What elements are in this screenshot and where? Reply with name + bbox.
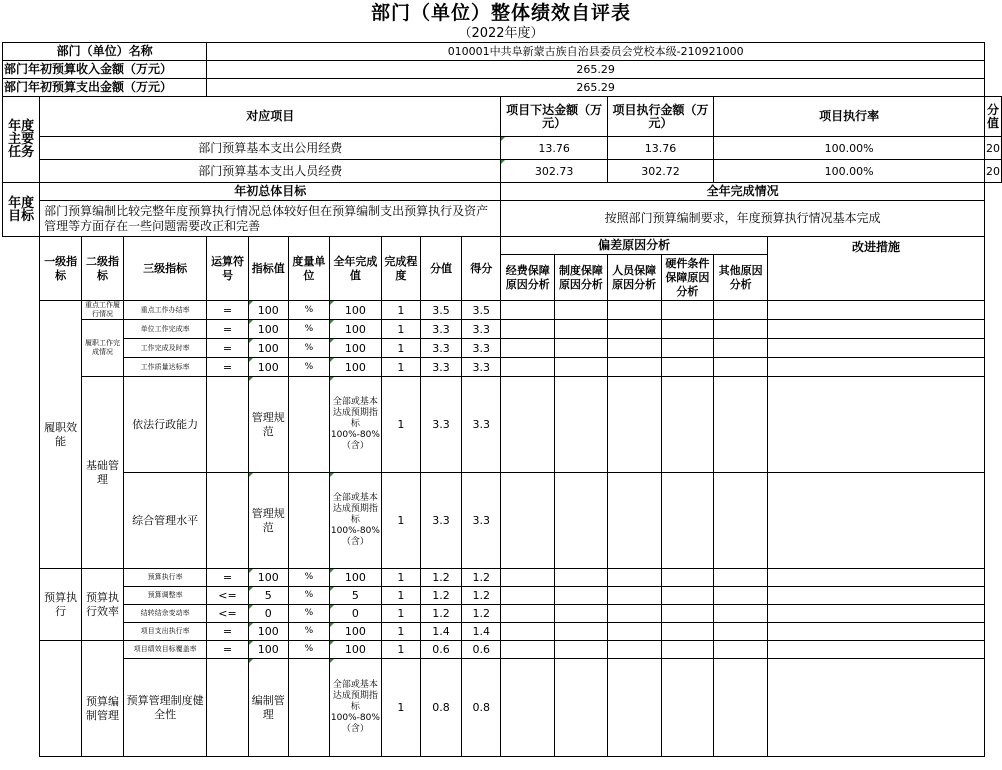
goals-initial-text: 部门预算编制比较完整年度预算执行情况总体较好但在预算编制支出预算执行及资产管理等方面存在一些问题需要改正和完善	[40, 201, 501, 237]
degree-cell: 1	[381, 339, 420, 358]
degree-cell: 1	[381, 301, 420, 320]
degree-cell: 1	[381, 587, 420, 605]
actual-cell: 100	[329, 320, 381, 339]
target-cell: 100	[248, 358, 288, 377]
indicator-row	[3, 587, 1002, 605]
l3-indicator: 重点工作办结率	[124, 301, 207, 320]
op-cell: =	[207, 320, 248, 339]
degree-cell: 1	[381, 377, 420, 473]
l3-indicator: 结转结余变动率	[124, 605, 207, 623]
task-executed: 302.72	[607, 160, 713, 183]
goals-initial-header: 年初总体目标	[40, 183, 501, 201]
actual-cell: 100	[329, 358, 381, 377]
l3-indicator: 预算调整率	[124, 587, 207, 605]
indicator-row	[3, 339, 1002, 358]
unit-cell: %	[288, 569, 329, 587]
actual-cell: 100	[329, 301, 381, 320]
score-header: 分值	[420, 237, 461, 301]
target-cell: 100	[248, 320, 288, 339]
target-header: 指标值	[248, 237, 288, 301]
unit-cell	[288, 473, 329, 569]
task-issued: 302.73	[501, 160, 607, 183]
indicator-header-row	[3, 237, 1002, 255]
got-cell: 1.2	[462, 587, 501, 605]
degree-cell: 1	[381, 641, 420, 659]
tasks-score-header: 分值	[985, 97, 1002, 137]
target-cell: 5	[248, 587, 288, 605]
income-row	[3, 61, 1002, 79]
op-cell: <=	[207, 605, 248, 623]
target-cell: 100	[248, 623, 288, 641]
degree-header: 完成程度	[381, 237, 420, 301]
degree-cell: 1	[381, 358, 420, 377]
l2-header: 二级指标	[82, 237, 124, 301]
indicator-row	[3, 301, 1002, 320]
score-cell: 3.5	[420, 301, 461, 320]
degree-cell: 1	[381, 659, 420, 757]
actual-cell: 100	[329, 569, 381, 587]
task-executed: 13.76	[607, 137, 713, 160]
goals-complete-text: 按照部门预算编制要求，年度预算执行情况基本完成	[501, 201, 985, 237]
dept-label: 部门（单位）名称	[3, 43, 207, 61]
income-label: 部门年初预算收入金额（万元）	[3, 61, 207, 79]
indicator-row	[3, 641, 1002, 659]
indicator-row	[3, 659, 1002, 757]
tasks-header-row	[3, 97, 1002, 137]
op-cell: =	[207, 641, 248, 659]
indicator-row	[3, 569, 1002, 587]
unit-cell: %	[288, 301, 329, 320]
task-project: 部门预算基本支出公用经费	[40, 137, 501, 160]
actual-cell: 0	[329, 605, 381, 623]
target-cell: 编制管理	[248, 659, 288, 757]
indicator-row	[3, 605, 1002, 623]
op-cell: =	[207, 358, 248, 377]
score-cell: 3.3	[420, 358, 461, 377]
target-cell: 100	[248, 301, 288, 320]
score-cell: 0.6	[420, 641, 461, 659]
l2-group: 预算编制管理	[82, 641, 124, 757]
unit-header: 度量单位	[288, 237, 329, 301]
tasks-project-header: 对应项目	[40, 97, 501, 137]
target-cell: 管理规范	[248, 377, 288, 473]
task-row	[3, 160, 1002, 183]
tasks-issued-header: 项目下达金额（万元）	[501, 97, 607, 137]
task-rate: 100.00%	[714, 160, 985, 183]
target-cell: 0	[248, 605, 288, 623]
op-cell: <=	[207, 587, 248, 605]
score-cell: 3.3	[420, 473, 461, 569]
unit-cell: %	[288, 320, 329, 339]
actual-cell: 全部或基本达成预期指标100%-80%（含）	[329, 473, 381, 569]
got-cell: 3.5	[462, 301, 501, 320]
target-cell: 100	[248, 569, 288, 587]
l3-indicator: 预算执行率	[124, 569, 207, 587]
expense-value: 265.29	[207, 79, 985, 97]
score-cell: 1.2	[420, 587, 461, 605]
dev-staff-header: 人员保障原因分析	[607, 255, 661, 301]
unit-cell	[288, 377, 329, 473]
l1-group: 预算执行	[40, 569, 82, 641]
task-rate: 100.00%	[714, 137, 985, 160]
l1-group	[40, 641, 82, 757]
actual-cell: 100	[329, 641, 381, 659]
l2-group: 重点工作履行情况	[82, 301, 124, 320]
report-year: （2022年度）	[458, 26, 544, 41]
score-cell: 1.2	[420, 605, 461, 623]
score-cell: 0.8	[420, 659, 461, 757]
l3-indicator: 综合管理水平	[124, 473, 207, 569]
score-cell: 3.3	[420, 377, 461, 473]
unit-cell: %	[288, 358, 329, 377]
l3-indicator: 工作完成及时率	[124, 339, 207, 358]
income-value: 265.29	[207, 61, 985, 79]
op-cell: =	[207, 623, 248, 641]
op-cell: =	[207, 569, 248, 587]
l3-indicator: 依法行政能力	[124, 377, 207, 473]
actual-header: 全年完成值	[329, 237, 381, 301]
unit-cell: %	[288, 605, 329, 623]
indicator-row	[3, 623, 1002, 641]
got-cell: 1.2	[462, 605, 501, 623]
got-cell: 0.8	[462, 659, 501, 757]
dept-name: 010001中共阜新蒙古族自治县委员会党校本级-210921000	[207, 43, 985, 61]
l3-indicator: 预算管理制度健全性	[124, 659, 207, 757]
op-cell	[207, 473, 248, 569]
degree-cell: 1	[381, 623, 420, 641]
l3-indicator: 单位工作完成率	[124, 320, 207, 339]
op-cell: =	[207, 339, 248, 358]
degree-cell: 1	[381, 473, 420, 569]
l3-indicator: 项目绩效目标覆盖率	[124, 641, 207, 659]
expense-row	[3, 79, 1002, 97]
actual-cell: 5	[329, 587, 381, 605]
unit-cell: %	[288, 339, 329, 358]
op-cell	[207, 659, 248, 757]
actual-cell: 100	[329, 339, 381, 358]
dev-system-header: 制度保障原因分析	[555, 255, 608, 301]
actual-cell: 100	[329, 623, 381, 641]
tasks-executed-header: 项目执行金额（万元）	[607, 97, 713, 137]
op-cell: =	[207, 301, 248, 320]
dept-row	[3, 43, 1002, 61]
evaluation-table	[2, 42, 1002, 757]
l2-group: 预算执行效率	[82, 569, 124, 641]
l2-group: 履职工作完成情况	[82, 320, 124, 377]
task-issued: 13.76	[501, 137, 607, 160]
goals-text-row	[3, 201, 1002, 237]
score-cell: 3.3	[420, 320, 461, 339]
indicator-row	[3, 377, 1002, 473]
dev-other-header: 其他原因分析	[714, 255, 768, 301]
deviation-header: 偏差原因分析	[501, 237, 768, 255]
score-cell: 1.4	[420, 623, 461, 641]
report-title: 部门（单位）整体绩效自评表	[370, 2, 631, 24]
task-row	[3, 137, 1002, 160]
task-project: 部门预算基本支出人员经费	[40, 160, 501, 183]
degree-cell: 1	[381, 320, 420, 339]
got-cell: 3.3	[462, 473, 501, 569]
got-cell: 3.3	[462, 358, 501, 377]
got-cell: 3.3	[462, 320, 501, 339]
l1-header: 一级指标	[40, 237, 82, 301]
tasks-side-label: 年度主要任务	[3, 97, 40, 183]
goals-complete-header: 全年完成情况	[501, 183, 985, 201]
actual-cell: 全部或基本达成预期指标100%-80%（含）	[329, 377, 381, 473]
improve-header: 改进措施	[767, 237, 984, 301]
indicator-row	[3, 358, 1002, 377]
goals-header-row	[3, 183, 1002, 201]
got-cell: 3.3	[462, 377, 501, 473]
goals-side-label: 年度目标	[3, 183, 40, 237]
target-cell: 100	[248, 339, 288, 358]
l3-header: 三级指标	[124, 237, 207, 301]
tasks-rate-header: 项目执行率	[714, 97, 985, 137]
l2-group: 基础管理	[82, 377, 124, 569]
score-cell: 3.3	[420, 339, 461, 358]
unit-cell: %	[288, 641, 329, 659]
l3-indicator: 工作质量达标率	[124, 358, 207, 377]
indicator-row	[3, 473, 1002, 569]
degree-cell: 1	[381, 605, 420, 623]
got-cell: 1.4	[462, 623, 501, 641]
l3-indicator: 项目支出执行率	[124, 623, 207, 641]
got-header: 得分	[462, 237, 501, 301]
got-cell: 1.2	[462, 569, 501, 587]
got-cell: 3.3	[462, 339, 501, 358]
expense-label: 部门年初预算支出金额（万元）	[3, 79, 207, 97]
unit-cell	[288, 659, 329, 757]
task-score: 20	[985, 160, 1002, 183]
l1-group: 履职效能	[40, 301, 82, 569]
indicator-row	[3, 320, 1002, 339]
op-header: 运算符号	[207, 237, 248, 301]
dev-hardware-header: 硬件条件保障原因分析	[661, 255, 714, 301]
target-cell: 100	[248, 641, 288, 659]
op-cell	[207, 377, 248, 473]
actual-cell: 全部或基本达成预期指标100%-80%（含）	[329, 659, 381, 757]
score-cell: 1.2	[420, 569, 461, 587]
target-cell: 管理规范	[248, 473, 288, 569]
got-cell: 0.6	[462, 641, 501, 659]
degree-cell: 1	[381, 569, 420, 587]
dev-funding-header: 经费保障原因分析	[501, 255, 555, 301]
task-score: 20	[985, 137, 1002, 160]
unit-cell: %	[288, 623, 329, 641]
unit-cell: %	[288, 587, 329, 605]
